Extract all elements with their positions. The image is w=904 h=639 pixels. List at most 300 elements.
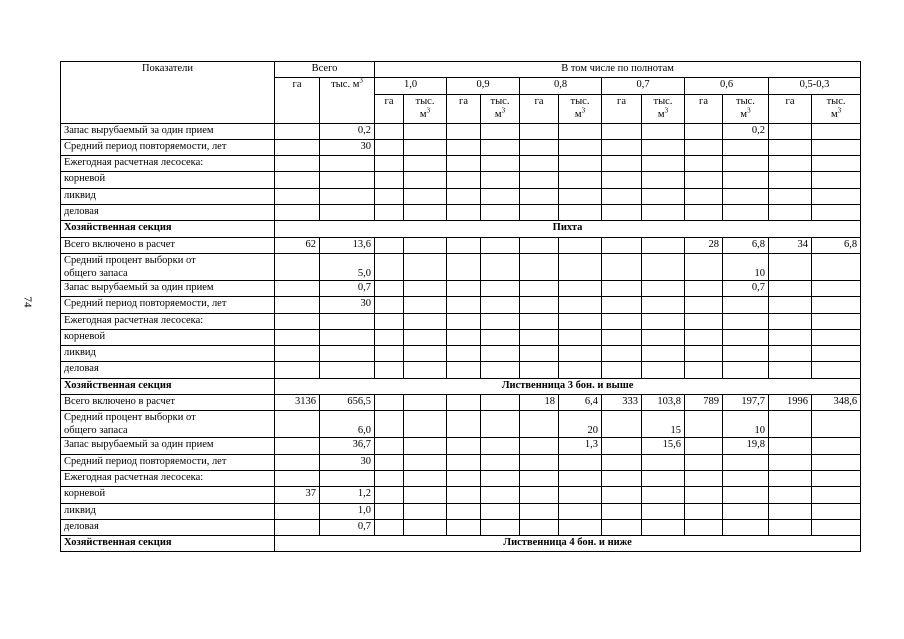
row-value [642, 519, 685, 535]
row-value [447, 188, 481, 204]
row-value [275, 454, 320, 470]
row-value [559, 123, 602, 139]
row-value [602, 297, 642, 313]
row-value [602, 329, 642, 345]
row-value [769, 253, 812, 280]
row-value [520, 487, 559, 503]
header-total-ha: га [275, 78, 320, 123]
row-value: 30 [320, 139, 375, 155]
header-density-5: 0,6 [685, 78, 769, 94]
row-value [723, 487, 769, 503]
row-value [375, 395, 404, 411]
row-value [275, 297, 320, 313]
row-value [642, 205, 685, 221]
table-row [61, 470, 861, 486]
row-value [275, 329, 320, 345]
row-value: 5,0 [320, 253, 375, 280]
row-label: Средний процент выборки от общего запаса [61, 411, 275, 438]
row-value [520, 139, 559, 155]
row-value [447, 156, 481, 172]
row-value [447, 454, 481, 470]
row-value [520, 237, 559, 253]
row-value [559, 253, 602, 280]
row-value: 62 [275, 237, 320, 253]
row-value [723, 503, 769, 519]
row-value [481, 188, 520, 204]
table-row [61, 280, 861, 296]
row-value [404, 205, 447, 221]
row-value [481, 454, 520, 470]
table-row [61, 378, 861, 394]
row-value [685, 313, 723, 329]
row-value [559, 297, 602, 313]
row-value [559, 346, 602, 362]
row-value [275, 470, 320, 486]
row-value [447, 253, 481, 280]
row-value [723, 519, 769, 535]
row-value [559, 519, 602, 535]
section-name: Лиственница 3 бон. и выше [275, 378, 861, 394]
row-value [520, 362, 559, 378]
row-value [447, 313, 481, 329]
row-value [769, 454, 812, 470]
subheader-ha: га [685, 94, 723, 123]
row-value [685, 503, 723, 519]
row-value [723, 362, 769, 378]
row-value [812, 205, 861, 221]
row-value: 0,7 [723, 280, 769, 296]
row-label: Средний период повторяемости, лет [61, 297, 275, 313]
row-value [404, 503, 447, 519]
row-value [320, 205, 375, 221]
row-value [812, 329, 861, 345]
row-value [320, 362, 375, 378]
section-name: Пихта [275, 221, 861, 237]
row-label: Запас вырубаемый за один прием [61, 438, 275, 454]
row-value [559, 362, 602, 378]
row-value [559, 313, 602, 329]
row-value: 0,2 [723, 123, 769, 139]
row-value [602, 470, 642, 486]
row-value [812, 411, 861, 438]
row-value [602, 139, 642, 155]
row-value [723, 205, 769, 221]
row-value [685, 123, 723, 139]
row-value [685, 172, 723, 188]
row-value [559, 487, 602, 503]
row-value [481, 503, 520, 519]
row-label: корневой [61, 329, 275, 345]
row-value [320, 313, 375, 329]
row-value [812, 487, 861, 503]
row-value [275, 253, 320, 280]
row-value [447, 297, 481, 313]
row-label: Ежегодная расчетная лесосека: [61, 156, 275, 172]
row-value [602, 253, 642, 280]
row-value: 1,0 [320, 503, 375, 519]
row-value [812, 253, 861, 280]
row-value [320, 329, 375, 345]
row-value [275, 123, 320, 139]
row-value [520, 123, 559, 139]
row-value [769, 188, 812, 204]
row-value [769, 519, 812, 535]
row-value [520, 454, 559, 470]
row-value [520, 411, 559, 438]
table-row [61, 297, 861, 313]
table-row [61, 156, 861, 172]
row-value [769, 156, 812, 172]
row-value [375, 188, 404, 204]
row-value [723, 346, 769, 362]
row-value [685, 487, 723, 503]
row-value [769, 313, 812, 329]
row-value: 197,7 [723, 395, 769, 411]
row-value [520, 519, 559, 535]
row-value [275, 519, 320, 535]
row-value: 34 [769, 237, 812, 253]
row-value [685, 156, 723, 172]
row-value [447, 280, 481, 296]
row-value [375, 253, 404, 280]
row-value [375, 454, 404, 470]
row-value: 1996 [769, 395, 812, 411]
row-value [275, 280, 320, 296]
row-value: 103,8 [642, 395, 685, 411]
header-density-4: 0,7 [602, 78, 685, 94]
table-row [61, 411, 861, 438]
row-value: 333 [602, 395, 642, 411]
forest-table [60, 61, 861, 552]
row-value [559, 470, 602, 486]
row-label: Всего включено в расчет [61, 395, 275, 411]
table-body [61, 123, 861, 552]
row-value [812, 123, 861, 139]
row-value [520, 470, 559, 486]
row-value: 10 [723, 411, 769, 438]
row-value [404, 188, 447, 204]
table-row [61, 454, 861, 470]
row-value [769, 280, 812, 296]
row-value [723, 470, 769, 486]
row-value: 36,7 [320, 438, 375, 454]
row-value [602, 346, 642, 362]
row-value [375, 411, 404, 438]
section-label: Хозяйственная секция [61, 221, 275, 237]
row-value [723, 188, 769, 204]
row-value: 656,5 [320, 395, 375, 411]
row-value [769, 297, 812, 313]
row-value [812, 188, 861, 204]
row-value: 1,3 [559, 438, 602, 454]
row-label: Ежегодная расчетная лесосека: [61, 470, 275, 486]
row-value [812, 280, 861, 296]
row-value [404, 411, 447, 438]
row-value [375, 346, 404, 362]
row-value [447, 172, 481, 188]
row-value: 6,8 [723, 237, 769, 253]
row-value [404, 280, 447, 296]
row-label: Средний процент выборки от общего запаса [61, 253, 275, 280]
row-value [559, 156, 602, 172]
row-value [685, 188, 723, 204]
row-value [723, 329, 769, 345]
row-value [375, 362, 404, 378]
row-value [404, 313, 447, 329]
row-value [481, 470, 520, 486]
row-value [481, 487, 520, 503]
header-indicators: Показатели [61, 62, 275, 124]
row-value [447, 346, 481, 362]
row-value [520, 329, 559, 345]
row-value [404, 156, 447, 172]
subheader-ha: га [769, 94, 812, 123]
row-value [375, 139, 404, 155]
row-label: деловая [61, 362, 275, 378]
row-value [642, 253, 685, 280]
row-value [481, 280, 520, 296]
row-value [812, 362, 861, 378]
row-value [642, 280, 685, 296]
row-value [320, 470, 375, 486]
row-value [642, 172, 685, 188]
row-value [602, 172, 642, 188]
row-value [520, 313, 559, 329]
row-value [812, 346, 861, 362]
row-value [481, 362, 520, 378]
row-value: 6,4 [559, 395, 602, 411]
section-name: Лиственница 4 бон. и ниже [275, 536, 861, 552]
subheader-volume: тыс. $м^3$ [723, 94, 769, 123]
row-label: Ежегодная расчетная лесосека: [61, 313, 275, 329]
row-value: 37 [275, 487, 320, 503]
row-label: корневой [61, 487, 275, 503]
row-value: 13,6 [320, 237, 375, 253]
row-value [559, 188, 602, 204]
row-value [447, 139, 481, 155]
row-value [642, 237, 685, 253]
subheader-volume: тыс. $м^3$ [481, 94, 520, 123]
row-value [375, 280, 404, 296]
subheader-ha: га [520, 94, 559, 123]
row-value [275, 188, 320, 204]
row-value: 30 [320, 454, 375, 470]
row-value [481, 346, 520, 362]
row-value [447, 329, 481, 345]
row-value [602, 205, 642, 221]
row-value [447, 123, 481, 139]
row-value [602, 188, 642, 204]
row-value [375, 205, 404, 221]
row-value [812, 470, 861, 486]
row-value [769, 411, 812, 438]
row-value [481, 438, 520, 454]
row-value [602, 280, 642, 296]
row-value: 789 [685, 395, 723, 411]
row-value [320, 346, 375, 362]
row-value [481, 123, 520, 139]
row-value [447, 237, 481, 253]
row-value: 0,7 [320, 280, 375, 296]
header-row-1 [61, 62, 861, 78]
row-value [723, 156, 769, 172]
row-value [375, 156, 404, 172]
subheader-volume: тыс. $м^3$ [642, 94, 685, 123]
row-value [275, 411, 320, 438]
row-value [723, 139, 769, 155]
row-value [769, 438, 812, 454]
row-label: корневой [61, 172, 275, 188]
row-value [520, 188, 559, 204]
row-value: 1,2 [320, 487, 375, 503]
row-value [320, 188, 375, 204]
row-value [447, 519, 481, 535]
row-value: 10 [723, 253, 769, 280]
row-value [602, 438, 642, 454]
row-value: 15 [642, 411, 685, 438]
row-value [642, 123, 685, 139]
row-value [404, 253, 447, 280]
row-value [404, 237, 447, 253]
row-value: 20 [559, 411, 602, 438]
row-value [375, 329, 404, 345]
row-value [275, 362, 320, 378]
row-value [375, 313, 404, 329]
subheader-volume: тыс. $м^3$ [812, 94, 861, 123]
row-value [685, 346, 723, 362]
table-row [61, 205, 861, 221]
row-label: деловая [61, 205, 275, 221]
row-value [275, 172, 320, 188]
row-value [559, 503, 602, 519]
row-label: деловая [61, 519, 275, 535]
row-value: 3136 [275, 395, 320, 411]
row-value [685, 280, 723, 296]
row-value [404, 438, 447, 454]
subheader-volume: тыс. $м^3$ [404, 94, 447, 123]
table-row [61, 172, 861, 188]
row-value [685, 362, 723, 378]
row-value [404, 297, 447, 313]
row-value [404, 329, 447, 345]
row-value [481, 139, 520, 155]
row-value [769, 205, 812, 221]
row-value: 18 [520, 395, 559, 411]
row-value [642, 139, 685, 155]
row-value [723, 297, 769, 313]
row-value [375, 487, 404, 503]
header-total-volume: тыс. $м^3$ [320, 78, 375, 123]
row-value [375, 438, 404, 454]
row-value [481, 313, 520, 329]
header-density-2: 0,9 [447, 78, 520, 94]
row-value [404, 454, 447, 470]
row-label: Средний период повторяемости, лет [61, 139, 275, 155]
row-value: 0,7 [320, 519, 375, 535]
row-value [602, 411, 642, 438]
row-value [275, 205, 320, 221]
row-value [723, 313, 769, 329]
row-value [769, 172, 812, 188]
row-value [685, 438, 723, 454]
table-row [61, 519, 861, 535]
table-row [61, 221, 861, 237]
row-value [520, 297, 559, 313]
row-value [642, 188, 685, 204]
row-value [375, 123, 404, 139]
table-row [61, 123, 861, 139]
row-label: Всего включено в расчет [61, 237, 275, 253]
row-value [520, 253, 559, 280]
row-value [642, 329, 685, 345]
table-row [61, 503, 861, 519]
row-value [481, 297, 520, 313]
subheader-volume: тыс. $м^3$ [559, 94, 602, 123]
subheader-ha: га [602, 94, 642, 123]
row-label: ликвид [61, 503, 275, 519]
row-value [723, 172, 769, 188]
row-value [559, 139, 602, 155]
table-row [61, 487, 861, 503]
row-value: 6,0 [320, 411, 375, 438]
row-value [602, 487, 642, 503]
row-value [520, 438, 559, 454]
header-by-density: В том числе по полнотам [375, 62, 861, 78]
row-value [447, 503, 481, 519]
row-value: 0,2 [320, 123, 375, 139]
row-value [769, 503, 812, 519]
row-value [520, 205, 559, 221]
table-row [61, 329, 861, 345]
row-value [642, 470, 685, 486]
row-value [685, 139, 723, 155]
row-value [447, 362, 481, 378]
row-value [812, 139, 861, 155]
row-value [812, 313, 861, 329]
row-label: Запас вырубаемый за один прием [61, 280, 275, 296]
row-value [685, 470, 723, 486]
row-value [447, 487, 481, 503]
row-value: 348,6 [812, 395, 861, 411]
table-row [61, 139, 861, 155]
row-value [685, 205, 723, 221]
row-value [642, 503, 685, 519]
row-value [375, 172, 404, 188]
row-value: 6,8 [812, 237, 861, 253]
row-value [404, 123, 447, 139]
row-value [447, 205, 481, 221]
row-label: Средний период повторяемости, лет [61, 454, 275, 470]
row-value [812, 503, 861, 519]
row-value [481, 205, 520, 221]
table-row [61, 188, 861, 204]
row-value [481, 237, 520, 253]
row-value [375, 237, 404, 253]
row-value [481, 411, 520, 438]
row-value [642, 487, 685, 503]
row-value [642, 156, 685, 172]
row-value [520, 172, 559, 188]
row-value [769, 346, 812, 362]
row-value [404, 362, 447, 378]
row-value [685, 329, 723, 345]
row-value [320, 172, 375, 188]
table-row [61, 253, 861, 280]
row-value [559, 237, 602, 253]
row-value [404, 172, 447, 188]
row-value [723, 454, 769, 470]
row-value [447, 411, 481, 438]
